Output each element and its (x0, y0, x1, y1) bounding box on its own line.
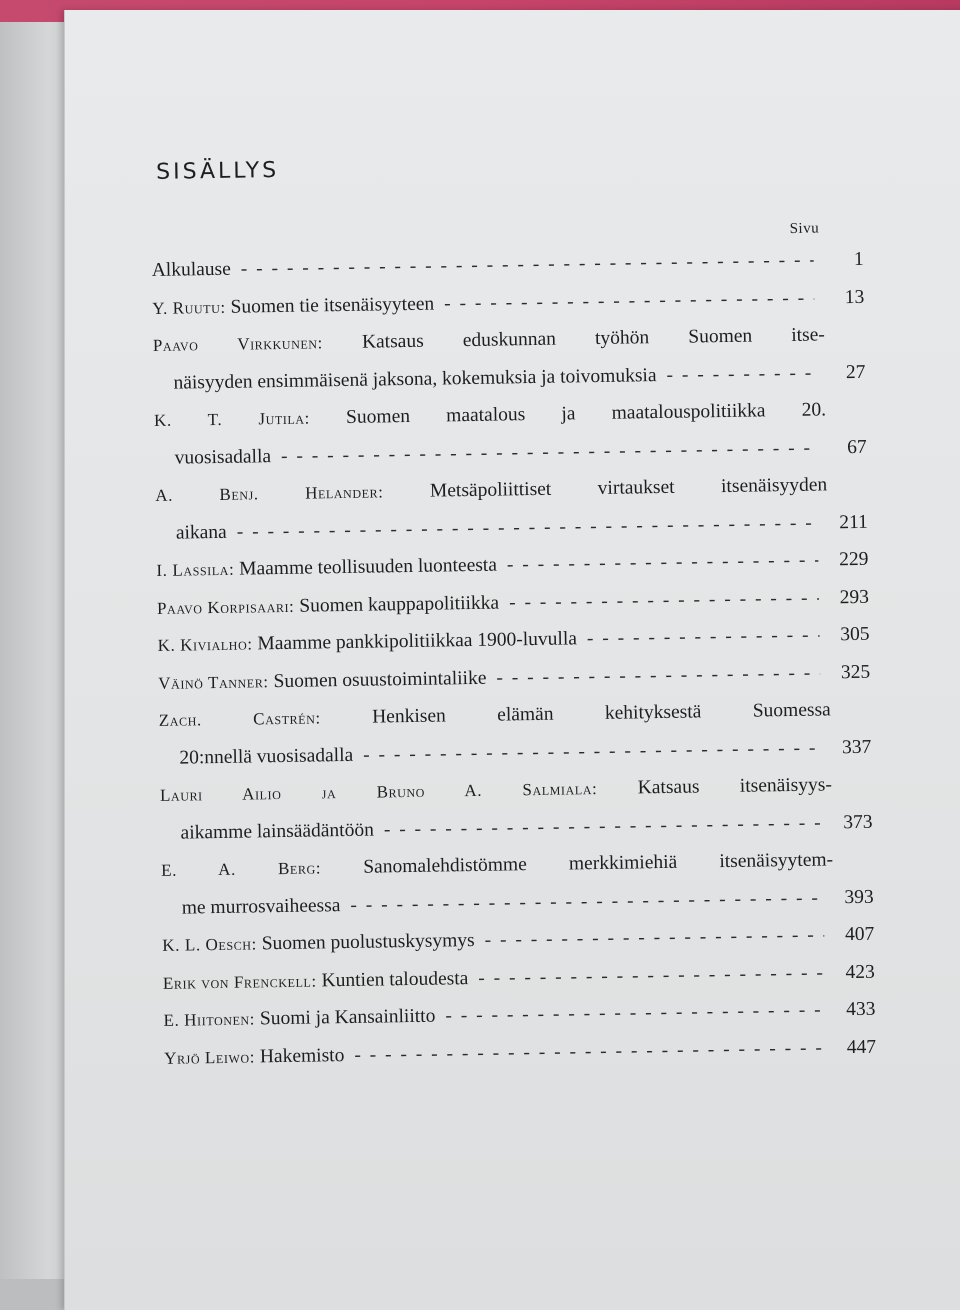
toc-entry-author: Y. Ruutu: (152, 297, 226, 318)
toc-entry-page-number: 423 (845, 961, 876, 983)
toc-entry-author: I. Lassila: (156, 559, 235, 580)
toc-entry-author: E. A. Berg: (161, 858, 322, 880)
toc-entry-page-number: 1 (853, 248, 864, 270)
toc-entry-author: K. L. Oesch: (162, 934, 258, 955)
toc-entry-title-line: Katsaus itsenäisyys- (637, 774, 833, 799)
toc-entry-text (163, 998, 435, 1040)
toc-entry-title: Maamme pankkipolitiikkaa 1900-luvulla (257, 628, 578, 655)
toc-entry-title: Alkulause (151, 258, 231, 281)
toc-entry-page-number: 393 (844, 886, 874, 908)
dot-leader (587, 617, 820, 658)
page-column-header: Sivu (789, 220, 820, 237)
toc-entry-text (179, 736, 353, 776)
toc-entry-author: K. T. Jutila: (153, 408, 311, 430)
toc-entry-title: 20:nnellä vuosisadalla (179, 744, 354, 769)
toc-entry-title-line: Metsäpoliittiset virtaukset itsenäisyyden (429, 474, 828, 502)
toc-entry-text (180, 811, 374, 852)
toc-entry-title: Suomi ja Kansainliitto (259, 1005, 436, 1030)
toc-entry-title: Suomen osuustoimintaliike (273, 667, 487, 692)
toc-entry-title: aikana (175, 521, 227, 544)
toc-entry-page-number: 27 (845, 361, 866, 383)
toc-entry (155, 466, 868, 552)
dot-leader (509, 579, 819, 621)
toc-entry-title: Suomen puolustuskysymys (261, 929, 475, 955)
toc-entry-title: me murrosvaiheessa (181, 894, 341, 919)
toc-entry (159, 691, 872, 777)
toc-entry-author: Yrjö Leiwo: (163, 1046, 256, 1068)
toc-entry-title: näisyyden ensimmäisenä jaksona, kokemuksia ja toivomuksia (173, 364, 657, 394)
toc-entry (154, 391, 867, 477)
toc-entry (153, 316, 866, 402)
toc-entry (161, 841, 874, 927)
dot-leader (666, 354, 815, 394)
toc-entry-text (162, 922, 475, 964)
dot-leader (496, 654, 820, 697)
toc-entry-title-line: Suomen maatalous ja maatalouspolitiikka 20. (345, 399, 827, 428)
toc-entry-author: A. Benj. Helander: (155, 482, 384, 505)
toc-entry-title: vuosisadalla (174, 445, 272, 469)
toc-entry-author: Paavo Korpisaari: (156, 596, 295, 618)
toc-entry-title-line: Sanomalehdistömme merkkimiehiä itsenäisyytem- (363, 849, 834, 878)
toc-entry-text (152, 285, 434, 327)
toc-entry (160, 766, 873, 852)
toc-entry-page-number: 229 (838, 548, 869, 571)
toc-entry-page-number: 305 (840, 623, 870, 646)
table-of-contents (150, 149, 876, 1077)
toc-entry-text (157, 620, 577, 664)
toc-entry-text (174, 438, 271, 477)
toc-entry-page-number: 293 (839, 586, 870, 608)
toc-entry-text (156, 547, 497, 590)
dot-leader (444, 279, 815, 322)
toc-entry-text (151, 251, 231, 290)
toc-entry-page-number: 13 (844, 286, 865, 308)
dot-leader (478, 954, 825, 997)
toc-entries (151, 241, 876, 1077)
toc-entry-author: Lauri Ailio ja Bruno A. Salmiala: (159, 779, 598, 805)
toc-entry-author: K. Kivialho: (157, 634, 253, 655)
toc-entry-author: E. Hiitonen: (163, 1009, 256, 1030)
toc-entry-text (176, 513, 227, 551)
dot-leader (484, 917, 824, 960)
toc-entry-page-number: 211 (839, 511, 868, 533)
toc-entry-text (157, 584, 500, 627)
toc-entry-title: Maamme teollisuuden luonteesta (239, 554, 498, 580)
toc-entry-author: Paavo Virkkunen: (152, 333, 324, 355)
toc-entry-page-number: 433 (846, 998, 876, 1021)
toc-entry-title: aikamme lainsäädäntöön (180, 819, 375, 844)
toc-entry-text (158, 659, 487, 702)
dot-leader (445, 991, 826, 1034)
toc-entry-text (163, 960, 469, 1002)
toc-entry-title: Hakemisto (259, 1044, 345, 1067)
toc-entry-page-number: 373 (843, 811, 873, 833)
toc-entry-page-number: 337 (841, 736, 872, 758)
toc-entry-page-number: 447 (846, 1036, 877, 1058)
toc-entry-page-number: 407 (844, 923, 875, 946)
toc-entry-title-line: Henkisen elämän kehityksestä Suomessa (371, 699, 831, 728)
toc-entry-page-number: 67 (846, 436, 867, 458)
toc-entry-title: Suomen tie itsenäisyyteen (230, 293, 435, 318)
dot-leader (354, 1029, 826, 1074)
toc-entry-title-line: Katsaus eduskunnan työhön Suomen itse- (361, 324, 826, 353)
toc-entry-title: Suomen kauppapolitiikka (299, 592, 500, 617)
toc-entry-author: Zach. Castrén: (158, 708, 321, 730)
toc-entry-author: Väinö Tanner: (158, 671, 269, 693)
toc-title: SISÄLLYS (155, 157, 280, 185)
toc-entry-text (181, 887, 340, 927)
toc-entry-title: Kuntien taloudesta (321, 967, 469, 991)
toc-entry-text (164, 1037, 345, 1077)
toc-entry-page-number: 325 (840, 661, 871, 683)
toc-entry-author: Erik von Frenckell: (162, 970, 317, 993)
dot-leader (507, 542, 819, 584)
